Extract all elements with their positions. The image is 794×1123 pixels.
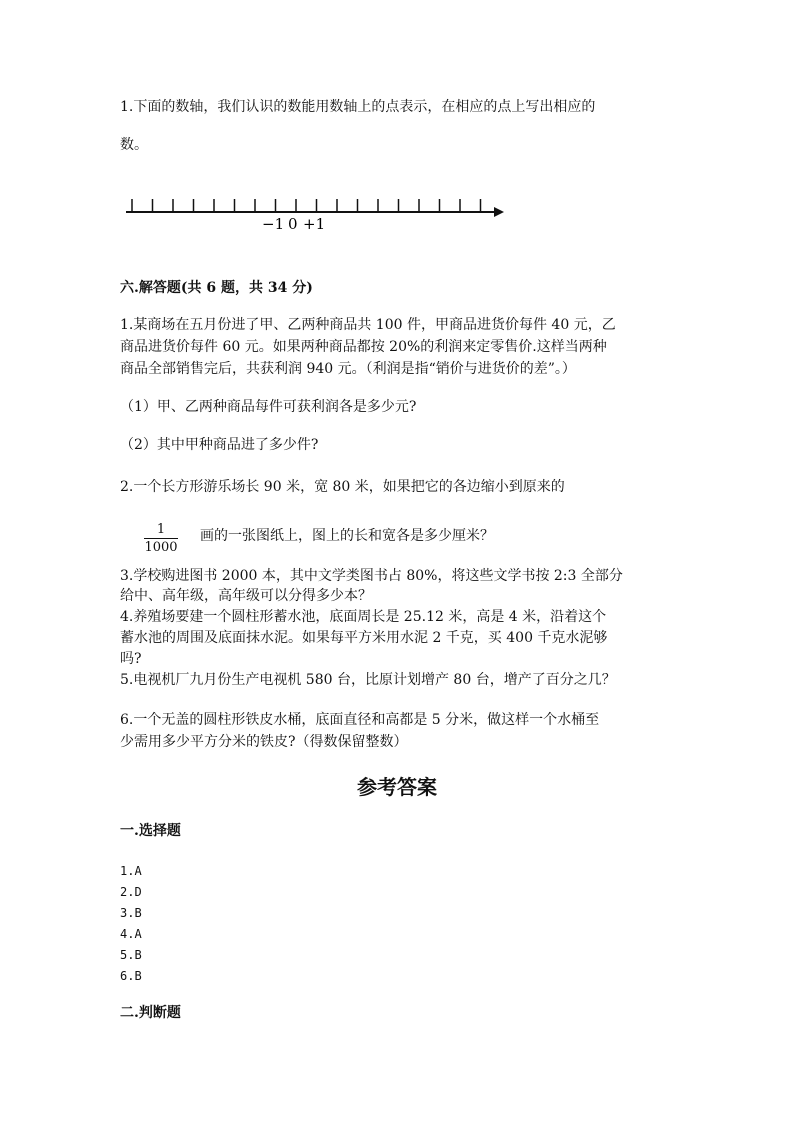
answer-item: 2.D [120, 885, 142, 899]
question-text: 1.下面的数轴，我们认识的数能用数轴上的点表示，在相应的点上写出相应的 [120, 99, 596, 115]
answer-item: 3.B [120, 906, 142, 920]
section-title: 一.选择题 [120, 823, 181, 839]
answer-item: 1.A [120, 864, 142, 878]
fraction-bar [144, 538, 178, 539]
question-text: 1.某商场在五月份进了甲、乙两种商品共 100 件，甲商品进货价每件 40 元，乙 [120, 317, 616, 333]
number-line-label-pos1: +1 [303, 215, 326, 232]
section-title: 六.解答题(共 6 题，共 34 分) [120, 280, 313, 296]
question-text: 吗? [120, 651, 142, 667]
fraction-numerator: 1 [156, 522, 166, 537]
question-text: 4.养殖场要建一个圆柱形蓄水池，底面周长是 25.12 米，高是 4 米，沿着这个 [120, 609, 607, 625]
question-text: 商品全部销售完后，共获利润 940 元。（利润是指“销价与进货价的差”。） [120, 361, 576, 377]
question-text: 3.学校购进图书 2000 本，其中文学类图书占 80%，将这些文学书按 2:3 全部分 [120, 568, 623, 584]
answer-item: 4.A [120, 927, 142, 941]
question-text: 商品进货价每件 60 元。如果两种商品都按 20%的利润来定零售价.这样当两种 [120, 339, 607, 355]
question-text: 2.一个长方形游乐场长 90 米，宽 80 米，如果把它的各边缩小到原来的 [120, 479, 565, 495]
question-text: 画的一张图纸上，图上的长和宽各是多少厘米？ [200, 528, 494, 544]
fraction [144, 522, 178, 555]
question-text: 数。 [120, 137, 148, 153]
number-line-label-neg1: −1 [262, 215, 285, 232]
sub-question: （1）甲、乙两种商品每件可获利润各是多少元? [120, 399, 417, 415]
answers-title: 参考答案 [357, 775, 437, 799]
answer-item: 6.B [120, 969, 142, 983]
fraction-denominator: 1000 [144, 540, 178, 555]
question-text: 少需用多少平方分米的铁皮?（得数保留整数） [120, 734, 408, 750]
sub-question: （2）其中甲种商品进了多少件? [120, 437, 319, 453]
question-text: 6.一个无盖的圆柱形铁皮水桶，底面直径和高都是 5 分米，做这样一个水桶至 [120, 712, 600, 728]
question-text: 蓄水池的周围及底面抹水泥。如果每平方米用水泥 2 千克，买 400 千克水泥够 [120, 630, 608, 646]
answer-item: 5.B [120, 948, 142, 962]
number-line-label-0: 0 [288, 215, 298, 232]
question-text: 给中、高年级，高年级可以分得多少本？ [120, 588, 372, 604]
section-title: 二.判断题 [120, 1005, 181, 1021]
answer-list [120, 861, 142, 987]
number-line-ticks [132, 199, 481, 212]
number-line-arrow [494, 207, 504, 217]
number-line [122, 196, 506, 232]
question-text: 5.电视机厂九月份生产电视机 580 台，比原计划增产 80 台，增产了百分之几？ [120, 672, 616, 688]
